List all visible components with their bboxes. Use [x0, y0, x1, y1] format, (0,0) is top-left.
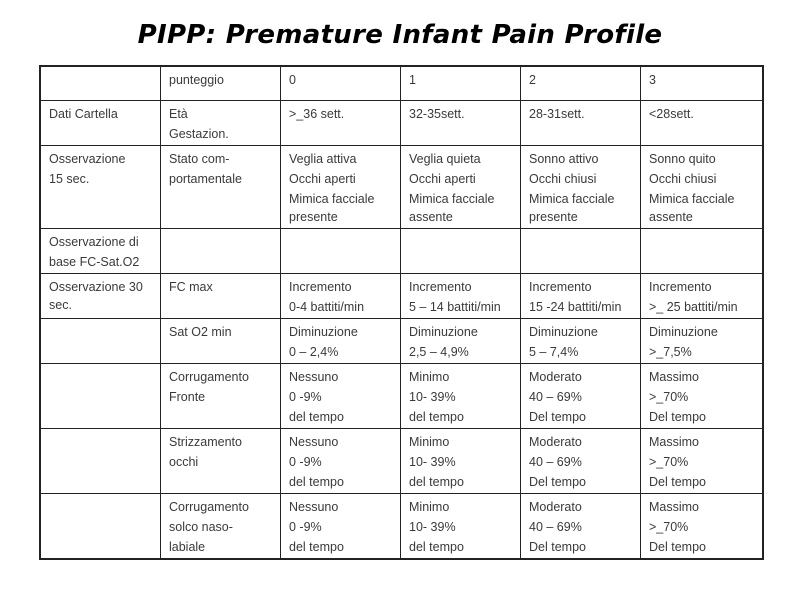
cell-line: Mimica facciale presente	[529, 192, 615, 224]
score-cell-0	[281, 494, 401, 559]
indicator-cell	[161, 429, 281, 494]
cell-line: >_36 sett.	[289, 107, 345, 121]
cell-line: Massimo	[649, 370, 700, 384]
cell-line: Stato com-	[169, 152, 230, 166]
indicator-cell	[161, 101, 281, 146]
cell-line: Sat O2 min	[169, 325, 232, 339]
score-cell-2	[521, 146, 641, 229]
cell-line: 0 – 2,4%	[289, 345, 339, 359]
cell-line: del tempo	[409, 410, 464, 424]
indicator-cell	[161, 364, 281, 429]
header-row	[41, 67, 763, 101]
score-cell-3	[641, 101, 763, 146]
cell-line: 40 – 69%	[529, 390, 582, 404]
cell-line: >_7,5%	[649, 345, 692, 359]
cell-line: 15 -24 battiti/min	[529, 300, 622, 314]
cell-line: Mimica facciale assente	[409, 192, 495, 224]
cell-line: Diminuzione	[649, 325, 718, 339]
score-cell-3	[641, 429, 763, 494]
category-cell	[41, 146, 161, 229]
header-cell-score-2: 2	[521, 67, 641, 101]
cell-line: Occhi aperti	[289, 172, 356, 186]
table-row	[41, 229, 763, 274]
cell-line: Occhi aperti	[409, 172, 476, 186]
score-cell-0	[281, 229, 401, 274]
header-cell-punteggio: punteggio	[161, 67, 281, 101]
cell-line: 40 – 69%	[529, 455, 582, 469]
category-cell	[41, 429, 161, 494]
cell-line: base FC-Sat.O2	[49, 255, 140, 269]
cell-line: Del tempo	[649, 410, 706, 424]
cell-line: Nessuno	[289, 370, 339, 384]
cell-line: solco naso-	[169, 520, 233, 534]
table-row	[41, 274, 763, 319]
cell-line: Occhi chiusi	[649, 172, 717, 186]
cell-line: Occhi chiusi	[529, 172, 597, 186]
cell-line: Minimo	[409, 370, 450, 384]
cell-line: Osservazione 30 sec.	[49, 280, 143, 312]
cell-line: 2,5 – 4,9%	[409, 345, 469, 359]
cell-line: 40 – 69%	[529, 520, 582, 534]
cell-line: >_70%	[649, 520, 689, 534]
cell-line: Sonno quito	[649, 152, 716, 166]
score-cell-0	[281, 429, 401, 494]
cell-line: 0 -9%	[289, 390, 322, 404]
score-cell-1	[401, 229, 521, 274]
cell-line: 15 sec.	[49, 172, 90, 186]
cell-line: Nessuno	[289, 500, 339, 514]
score-cell-0	[281, 274, 401, 319]
cell-line: Osservazione di	[49, 235, 139, 249]
category-cell	[41, 274, 161, 319]
score-cell-1	[401, 146, 521, 229]
indicator-cell	[161, 146, 281, 229]
cell-line: Incremento	[529, 280, 592, 294]
cell-line: Incremento	[289, 280, 352, 294]
score-cell-1	[401, 101, 521, 146]
score-cell-3	[641, 229, 763, 274]
cell-line: FC max	[169, 280, 213, 294]
cell-line: Gestazion.	[169, 127, 229, 141]
cell-line: <28sett.	[649, 107, 694, 121]
table-body	[41, 67, 763, 559]
cell-line: Moderato	[529, 435, 582, 449]
table-row	[41, 429, 763, 494]
cell-line: Minimo	[409, 435, 450, 449]
cell-line: Fronte	[169, 390, 206, 404]
cell-line: Sonno attivo	[529, 152, 599, 166]
cell-line: Massimo	[649, 500, 700, 514]
cell-line: del tempo	[289, 475, 344, 489]
category-cell	[41, 494, 161, 559]
cell-line: del tempo	[409, 475, 464, 489]
score-cell-2	[521, 101, 641, 146]
cell-line: Nessuno	[289, 435, 339, 449]
indicator-cell	[161, 494, 281, 559]
cell-line: Diminuzione	[409, 325, 478, 339]
cell-line: Corrugamento	[169, 370, 249, 384]
cell-line: 10- 39%	[409, 390, 456, 404]
cell-line: 5 – 14 battiti/min	[409, 300, 501, 314]
cell-line: Incremento	[409, 280, 472, 294]
cell-line: >_70%	[649, 455, 689, 469]
cell-line: occhi	[169, 455, 199, 469]
score-cell-1	[401, 274, 521, 319]
cell-line: Del tempo	[529, 410, 586, 424]
indicator-cell	[161, 274, 281, 319]
page-title: PIPP: Premature Infant Pain Profile	[137, 20, 663, 50]
cell-line: Età	[169, 107, 188, 121]
cell-line: Massimo	[649, 435, 700, 449]
table-row	[41, 319, 763, 364]
table-row	[41, 101, 763, 146]
cell-line: Moderato	[529, 370, 582, 384]
cell-line: 28-31sett.	[529, 107, 585, 121]
score-cell-0	[281, 364, 401, 429]
header-cell-score-3: 3	[641, 67, 763, 101]
cell-line: Veglia quieta	[409, 152, 481, 166]
score-cell-0	[281, 146, 401, 229]
cell-line: Del tempo	[649, 540, 706, 554]
score-cell-3	[641, 364, 763, 429]
pipp-table	[40, 66, 763, 559]
cell-line: 0 -9%	[289, 520, 322, 534]
cell-line: labiale	[169, 540, 206, 554]
cell-line: Mimica facciale presente	[289, 192, 375, 224]
table-row	[41, 364, 763, 429]
cell-line: Incremento	[649, 280, 712, 294]
score-cell-0	[281, 319, 401, 364]
cell-line: Corrugamento	[169, 500, 249, 514]
score-cell-2	[521, 319, 641, 364]
category-cell	[41, 101, 161, 146]
header-cell-score-1: 1	[401, 67, 521, 101]
table-row	[41, 494, 763, 559]
indicator-cell	[161, 319, 281, 364]
cell-line: Strizzamento	[169, 435, 242, 449]
cell-line: Del tempo	[649, 475, 706, 489]
score-cell-2	[521, 274, 641, 319]
cell-line: Del tempo	[529, 540, 586, 554]
cell-line: del tempo	[289, 410, 344, 424]
cell-line: 5 – 7,4%	[529, 345, 579, 359]
cell-line: Moderato	[529, 500, 582, 514]
category-cell	[41, 229, 161, 274]
table-row	[41, 146, 763, 229]
cell-line: portamentale	[169, 172, 242, 186]
score-cell-1	[401, 319, 521, 364]
cell-line: 10- 39%	[409, 520, 456, 534]
category-cell	[41, 364, 161, 429]
score-cell-1	[401, 364, 521, 429]
cell-line: >_ 25 battiti/min	[649, 300, 738, 314]
score-cell-2	[521, 494, 641, 559]
cell-line: Veglia attiva	[289, 152, 357, 166]
score-cell-3	[641, 146, 763, 229]
category-cell	[41, 319, 161, 364]
cell-line: del tempo	[289, 540, 344, 554]
cell-line: Dati Cartella	[49, 107, 118, 121]
score-cell-2	[521, 229, 641, 274]
score-cell-3	[641, 319, 763, 364]
score-cell-1	[401, 429, 521, 494]
cell-line: >_70%	[649, 390, 689, 404]
score-cell-1	[401, 494, 521, 559]
score-cell-2	[521, 364, 641, 429]
cell-line: 0-4 battiti/min	[289, 300, 365, 314]
cell-line: 32-35sett.	[409, 107, 465, 121]
cell-line: Diminuzione	[289, 325, 358, 339]
score-cell-3	[641, 494, 763, 559]
score-cell-0	[281, 101, 401, 146]
cell-line: Del tempo	[529, 475, 586, 489]
cell-line: Osservazione	[49, 152, 126, 166]
header-cell-empty	[41, 67, 161, 101]
indicator-cell	[161, 229, 281, 274]
cell-line: Minimo	[409, 500, 450, 514]
cell-line: 10- 39%	[409, 455, 456, 469]
cell-line: Diminuzione	[529, 325, 598, 339]
score-cell-2	[521, 429, 641, 494]
score-cell-3	[641, 274, 763, 319]
cell-line: 0 -9%	[289, 455, 322, 469]
cell-line: Mimica facciale assente	[649, 192, 735, 224]
header-cell-score-0: 0	[281, 67, 401, 101]
cell-line: del tempo	[409, 540, 464, 554]
